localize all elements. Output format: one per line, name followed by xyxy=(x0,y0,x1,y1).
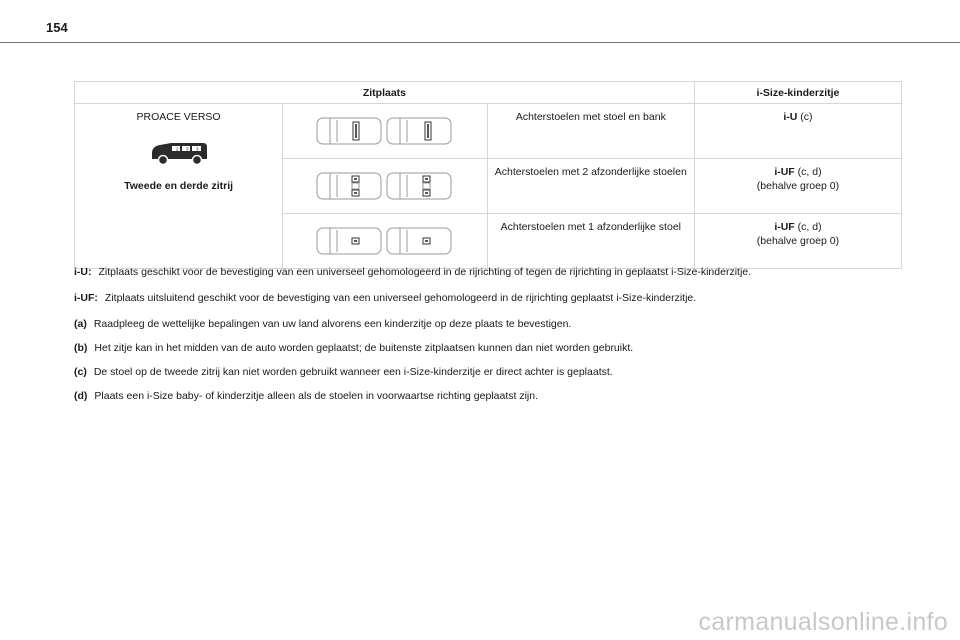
van-icon xyxy=(147,140,211,168)
one-seat-diagram xyxy=(283,214,488,269)
note-i-u xyxy=(74,266,751,278)
note-a xyxy=(74,318,571,330)
seat-config-cell: Achterstoelen met stoel en bank xyxy=(487,104,694,159)
note-text: Raadpleeg de wettelijke bepalingen van uw land alvorens een kinderzitje op deze plaats te bevestigen. xyxy=(93,318,572,330)
isize-extra: (behalve groep 0) xyxy=(756,235,840,248)
watermark: carmanualsonline.info xyxy=(698,608,948,636)
isize-code: i-U xyxy=(783,111,798,123)
note-key: i-UF: xyxy=(74,292,98,304)
two-seats-diagram xyxy=(283,159,488,214)
note-text: Zitplaats geschikt voor de bevestiging van een universeel gehomologeerd in de rijrichting of tegen de rijrichting in geplaatst i-Size-kinderzitje. xyxy=(98,266,752,278)
model-name: PROACE VERSO xyxy=(136,111,221,123)
page-number: 154 xyxy=(46,20,68,35)
isize-note: (c, d) xyxy=(794,166,822,178)
header-divider xyxy=(0,42,960,43)
note-text: Het zitje kan in het midden van de auto worden geplaatst; de buitenste zitplaatsen kunnen dan niet worden gebruikt. xyxy=(94,342,634,354)
isize-cell xyxy=(694,104,901,159)
seat-config-cell: Achterstoelen met 2 afzonderlijke stoelen xyxy=(487,159,694,214)
note-key: (b) xyxy=(74,342,88,354)
isize-note: (c) xyxy=(797,111,813,123)
bench-seat-diagram xyxy=(283,104,488,159)
isize-code: i-UF xyxy=(774,166,795,178)
model-cell xyxy=(75,104,283,269)
note-d xyxy=(74,390,538,402)
svg-text:3: 3 xyxy=(185,146,189,152)
note-key: (d) xyxy=(74,390,88,402)
note-key: (c) xyxy=(74,366,87,378)
table-header-row xyxy=(75,82,902,104)
child-seat-table xyxy=(74,81,902,269)
note-i-uf xyxy=(74,292,696,304)
svg-text:3: 3 xyxy=(195,146,199,152)
isize-cell xyxy=(694,159,901,214)
header-isize: i-Size-kinderzitje xyxy=(694,82,901,104)
note-text: De stoel op de tweede zitrij kan niet worden gebruikt wanneer een i-Size-kinderzitje er direct achter is geplaatst. xyxy=(93,366,613,378)
note-b xyxy=(74,342,633,354)
isize-note: (c, d) xyxy=(794,221,822,233)
model-row-label: Tweede en derde zitrij xyxy=(124,180,234,192)
seat-config-cell: Achterstoelen met 1 afzonderlijke stoel xyxy=(487,214,694,269)
svg-text:2: 2 xyxy=(175,146,179,152)
note-text: Plaats een i-Size baby- of kinderzitje alleen als de stoelen in voorwaartse richting geplaatst zijn. xyxy=(94,390,538,402)
isize-cell xyxy=(694,214,901,269)
note-key: i-U: xyxy=(74,266,92,278)
note-key: (a) xyxy=(74,318,87,330)
header-seat: Zitplaats xyxy=(75,82,695,104)
isize-code: i-UF xyxy=(774,221,795,233)
isize-extra: (behalve groep 0) xyxy=(756,180,840,193)
table-row xyxy=(75,104,902,159)
note-c xyxy=(74,366,613,378)
note-text: Zitplaats uitsluitend geschikt voor de bevestiging van een universeel gehomologeerd in de rijrichting geplaatst i-Size-kinderzitje. xyxy=(104,292,697,304)
